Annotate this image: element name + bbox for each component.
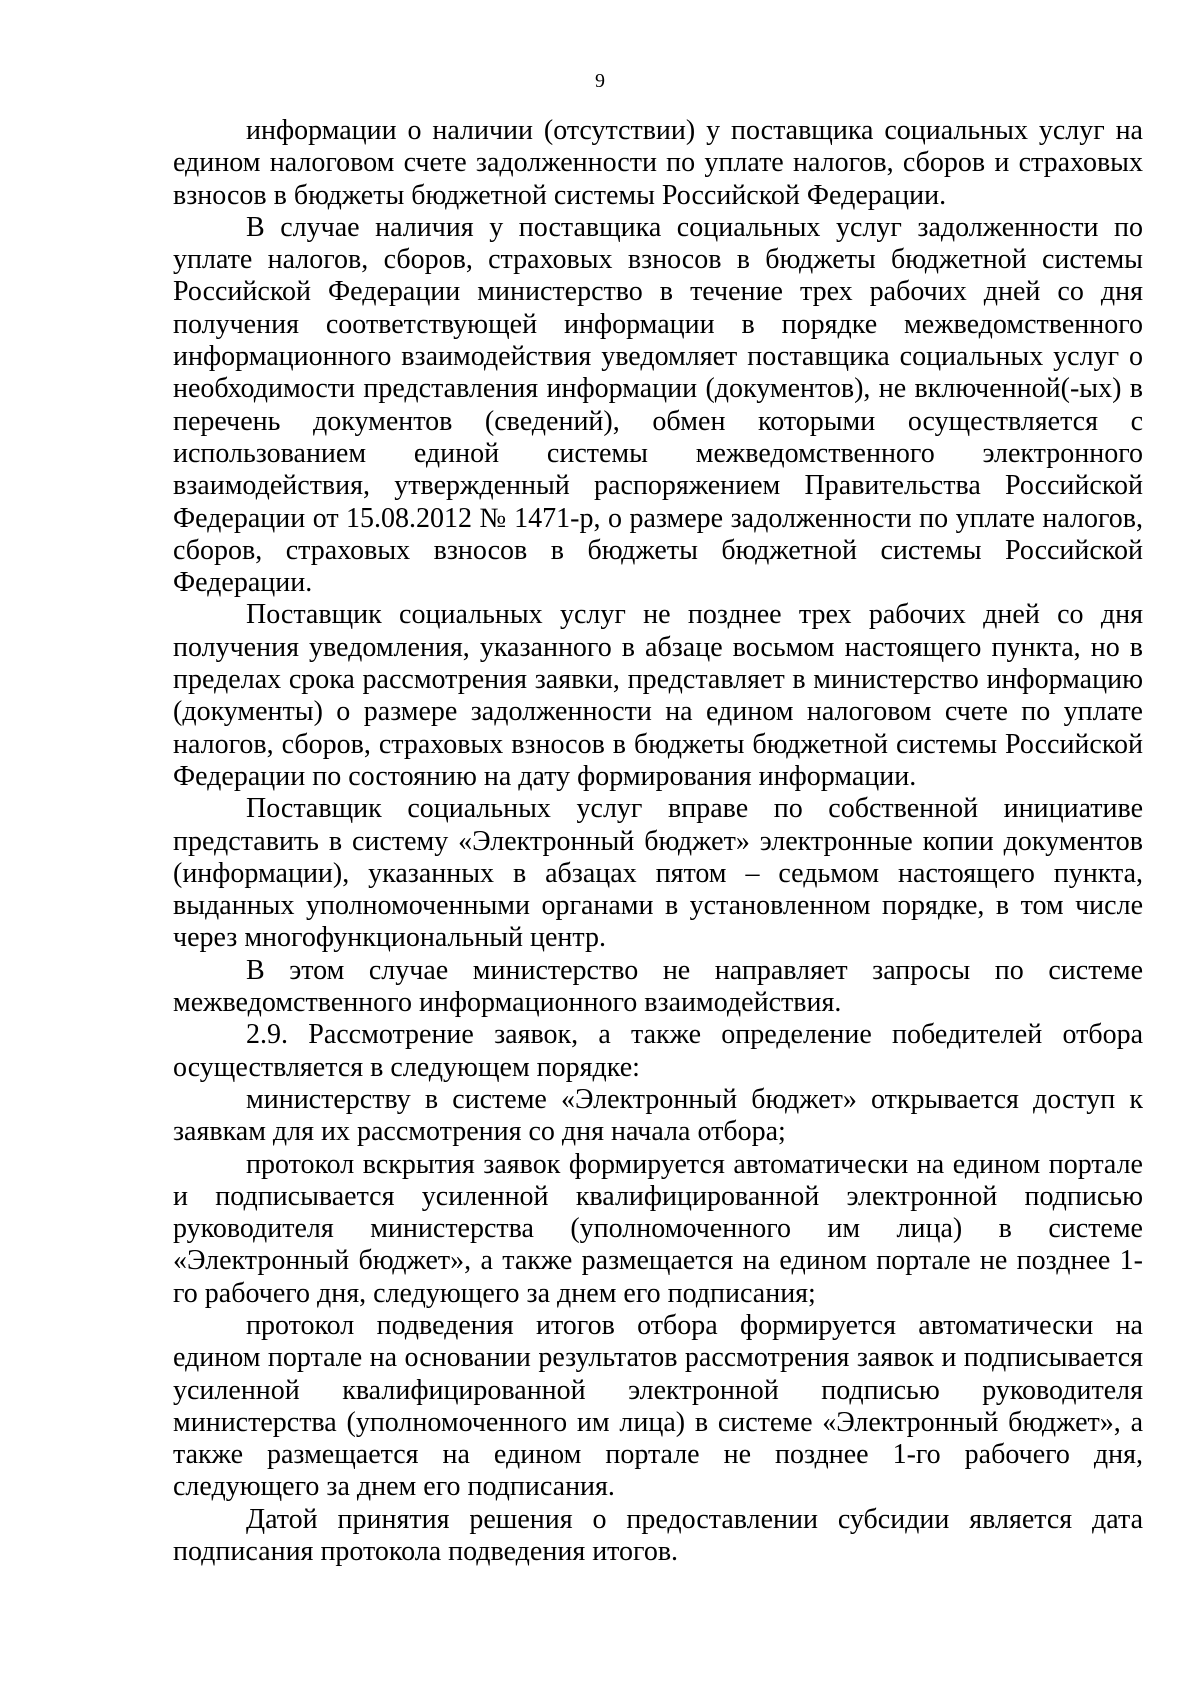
paragraph-no-requests: В этом случае министерство не направляет запросы по системе межведомственного информационного взаимодействия. — [173, 954, 1143, 1019]
page-number: 9 — [595, 70, 605, 92]
document-body — [173, 115, 1143, 1568]
paragraph-results-protocol: протокол подведения итогов отбора формируется автоматически на едином портале на основании результатов рассмотрения заявок и подписывается усиленной квалифицированной электронной подписью руководителя министерства (уполномоченного им лица) в системе «Электронный бюджет», а также размещается на едином портале не позднее 1-го рабочего дня, следующего за днем его подписания. — [173, 1309, 1143, 1503]
paragraph-debt-info-continuation: информации о наличии (отсутствии) у поставщика социальных услуг на едином налоговом счете задолженности по уплате налогов, сборов и страховых взносов в бюджеты бюджетной системы Российской Федерации. — [173, 115, 1143, 211]
paragraph-access: министерству в системе «Электронный бюджет» открывается доступ к заявкам для их рассмотрения со дня начала отбора; — [173, 1083, 1143, 1148]
paragraph-debt-notification: В случае наличия у поставщика социальных услуг задолженности по уплате налогов, сборов, страховых взносов в бюджеты бюджетной системы Российской Федерации министерство в течение трех рабочих дней со дня получения соответствующей информации в порядке межведомственного информационного взаимодействия уведомляет поставщика социальных услуг о необходимости представления информации (документов), не включенной(-ых) в перечень документов (сведений), обмен которыми осуществляется с использованием единой системы межведомственного электронного взаимодействия, утвержденный распоряжением Правительства Российской Федерации от 15.08.2012 № 1471-р, о размере задолженности по уплате налогов, сборов, страховых взносов в бюджеты бюджетной системы Российской Федерации. — [173, 211, 1143, 599]
paragraph-opening-protocol: протокол вскрытия заявок формируется автоматически на едином портале и подписывается усиленной квалифицированной электронной подписью руководителя министерства (уполномоченного им лица) в системе «Электронный бюджет», а также размещается на едином портале не позднее 1-го рабочего дня, следующего за днем его подписания; — [173, 1148, 1143, 1309]
paragraph-supplier-response: Поставщик социальных услуг не позднее трех рабочих дней со дня получения уведомления, указанного в абзаце восьмом настоящего пункта, но в пределах срока рассмотрения заявки, представляет в министерство информацию (документы) о размере задолженности на едином налоговом счете по уплате налогов, сборов, страховых взносов в бюджеты бюджетной системы Российской Федерации по состоянию на дату формирования информации. — [173, 599, 1143, 792]
paragraph-review-procedure: 2.9. Рассмотрение заявок, а также определение победителей отбора осуществляется в следующем порядке: — [173, 1019, 1143, 1083]
paragraph-own-initiative: Поставщик социальных услуг вправе по собственной инициативе представить в систему «Электронный бюджет» электронные копии документов (информации), указанных в абзацах пятом – седьмом настоящего пункта, выданных уполномоченными органами в установленном порядке, в том числе через многофункциональный центр. — [173, 793, 1143, 954]
paragraph-decision-date: Датой принятия решения о предоставлении субсидии является дата подписания протокола подведения итогов. — [173, 1503, 1143, 1568]
